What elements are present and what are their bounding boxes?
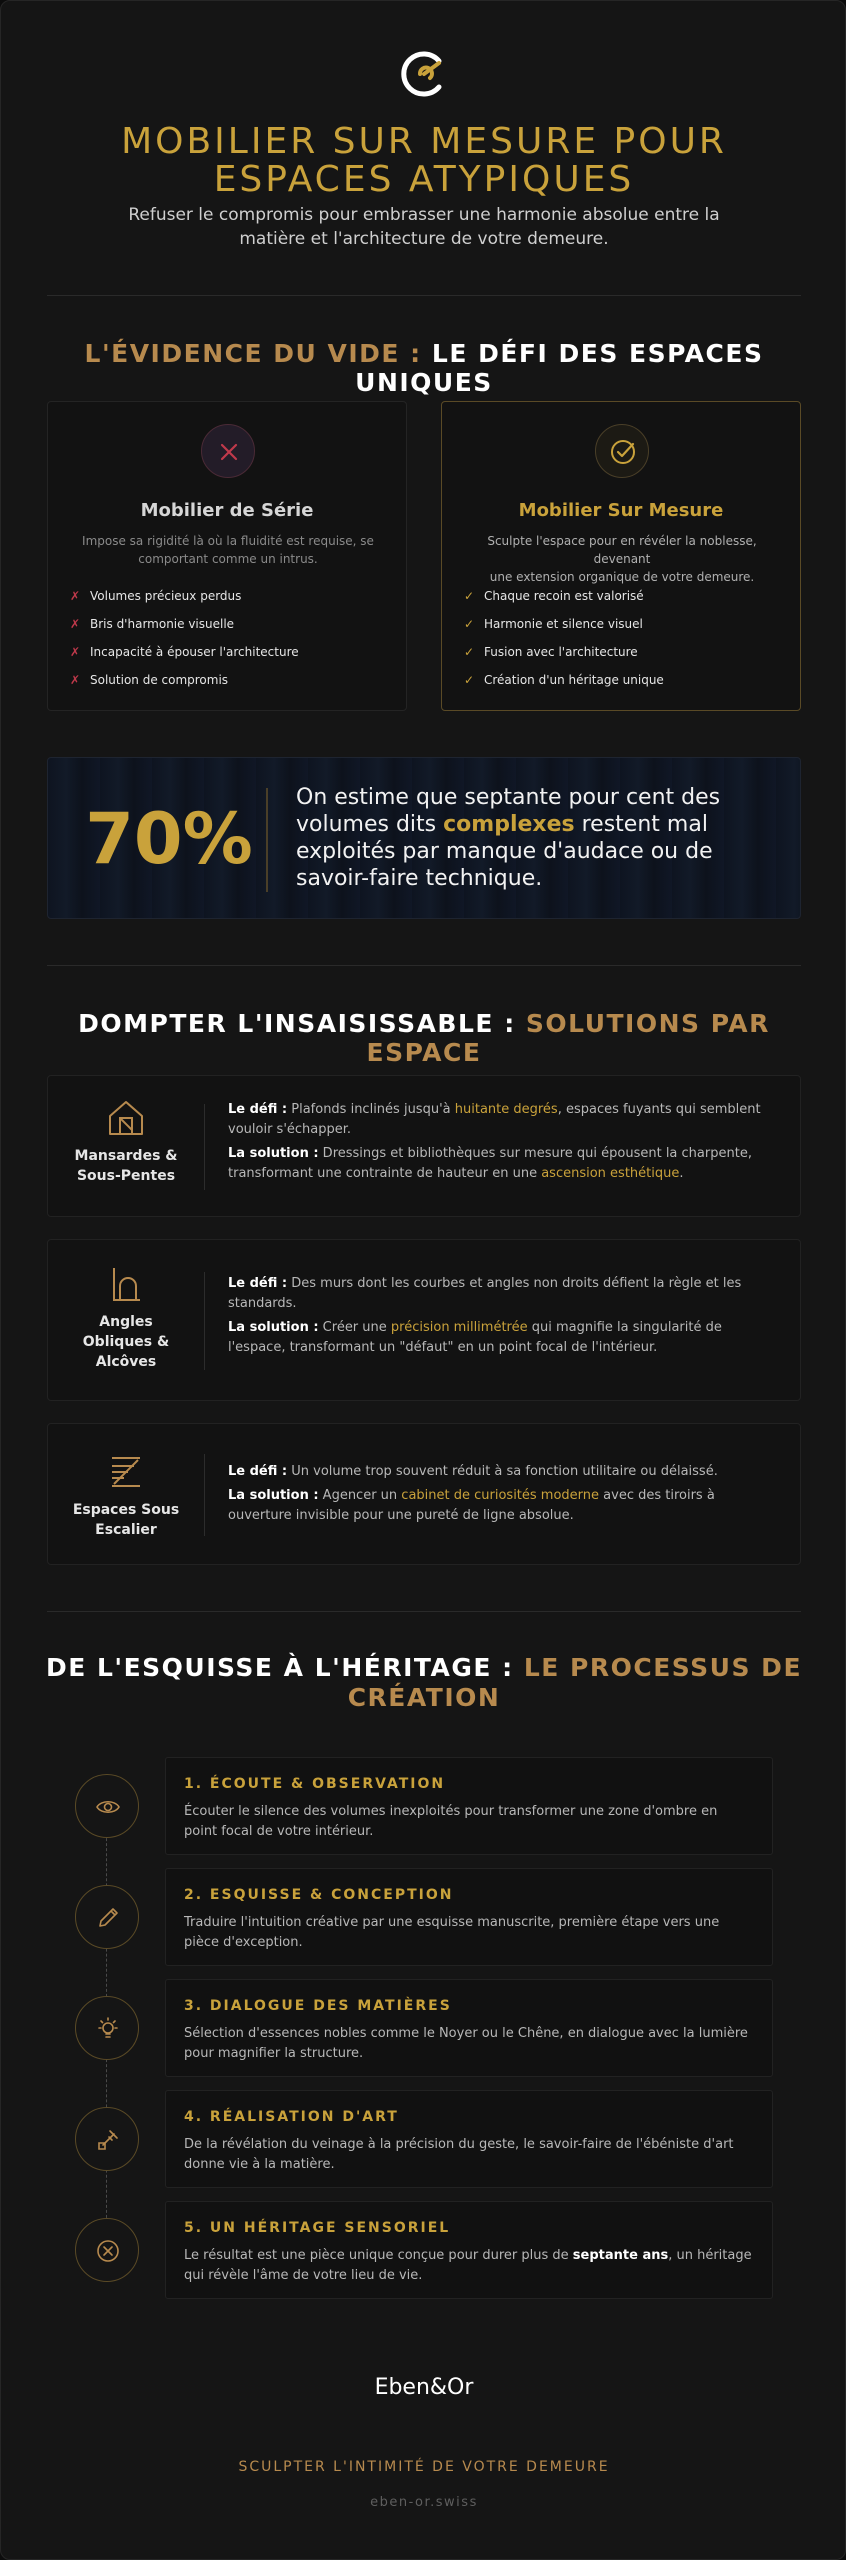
process-title-accent-line2: CRÉATION (347, 1683, 501, 1712)
defi-text-after: , espaces fuyants qui semblent vouloir s'échapper. (228, 1102, 761, 1137)
solution-text: Dressings et bibliothèques sur mesure qui épousent la charpente, transformant une contrainte de hauteur en une (228, 1146, 752, 1181)
list-item-label: Bris d'harmonie visuelle (90, 617, 235, 631)
step-card (165, 1868, 773, 1966)
solution-defi (228, 1274, 778, 1314)
check-mark-icon: ✓ (464, 673, 475, 687)
solution-card-angles (47, 1239, 801, 1401)
pencil-icon (96, 1906, 120, 1930)
solution-divider (204, 1454, 205, 1536)
solution-text: Agencer un (318, 1488, 402, 1503)
step-card (165, 2201, 773, 2299)
solution-solution (228, 1144, 778, 1184)
step-card (165, 1757, 773, 1855)
eben-or-logo-icon (399, 49, 449, 99)
defi-highlight: huitante degrés (454, 1102, 558, 1117)
page-title-line1: MOBILIER SUR MESURE POUR (121, 121, 727, 162)
solution-text-after: . (679, 1166, 684, 1181)
solution-label-line3: Alcôves (95, 1354, 157, 1370)
cross-circle-icon (201, 424, 255, 478)
step-title: 2. ESQUISSE & CONCEPTION (184, 1887, 454, 1903)
mesure-list (464, 582, 664, 694)
solution-body (228, 1462, 778, 1530)
check-mark-icon: ✓ (464, 617, 475, 631)
step-text: Écouter le silence des volumes inexploités pour transformer une zone d'ombre en point focal de votre intérieur. (184, 1804, 718, 1839)
solution-defi (228, 1462, 778, 1482)
solution-text: Créer une (318, 1320, 391, 1335)
cross-mark-icon: ✗ (70, 673, 81, 687)
solution-icon-block (48, 1264, 204, 1372)
check-circle-icon (595, 424, 649, 478)
solution-solution (228, 1486, 778, 1526)
stat-text-before: On estime que septante pour cent des volumes dits (296, 785, 721, 837)
solution-label-line1: Espaces Sous (72, 1502, 180, 1518)
card-mobilier-mesure (441, 401, 801, 711)
process-title-main: DE L'ESQUISSE À L'HÉRITAGE : (45, 1653, 524, 1682)
list-item-label: Fusion avec l'architecture (484, 645, 638, 659)
step-text: Traduire l'intuition créative par une esquisse manuscrite, première étape vers une pièce d'exception. (184, 1915, 720, 1950)
solution-label (48, 1146, 204, 1186)
stat-divider (266, 788, 268, 892)
list-item (70, 638, 299, 666)
card-serie-desc-line2: comportant comme un intrus. (138, 552, 318, 566)
stat-text-after: restent mal exploités par manque d'audace ou de savoir-faire technique. (296, 812, 713, 891)
step-circle (75, 2218, 139, 2282)
stat-banner (47, 757, 801, 919)
defi-text: Plafonds inclinés jusqu'à (287, 1102, 455, 1117)
solution-label-line1: Mansardes & (74, 1148, 178, 1164)
list-item-label: Création d'un héritage unique (484, 673, 664, 687)
list-item (70, 610, 299, 638)
solution-highlight: précision millimétrée (390, 1320, 528, 1335)
solution-card-escalier (47, 1423, 801, 1565)
list-item-label: Incapacité à épouser l'architecture (90, 645, 299, 659)
solution-label-line2: Sous-Pentes (76, 1168, 176, 1184)
page-title-line2: ESPACES ATYPIQUES (213, 159, 635, 200)
stat-text (296, 784, 766, 892)
step-title: 1. ÉCOUTE & OBSERVATION (184, 1776, 446, 1792)
list-item-label: Volumes précieux perdus (90, 589, 242, 603)
step-text: De la révélation du veinage à la précision du geste, le savoir-faire de l'ébéniste d'art donne vie à la matière. (184, 2137, 734, 2172)
step-circle (75, 2107, 139, 2171)
solution-label-bold: La solution : (228, 1146, 319, 1161)
cross-mark-icon: ✗ (70, 645, 81, 659)
card-serie-title: Mobilier de Série (140, 500, 314, 521)
list-item (464, 666, 664, 694)
stat-text-highlight: complexes (443, 812, 575, 837)
step-text-before: Le résultat est une pièce unique conçue pour durer plus de (184, 2248, 573, 2263)
solution-icon-block (48, 1098, 204, 1186)
defi-text: Des murs dont les courbes et angles non droits défient la règle et les standards. (228, 1276, 742, 1311)
check-mark-icon: ✓ (464, 645, 475, 659)
card-mesure-desc-line2: une extension organique de votre demeure. (489, 570, 755, 584)
footer-site-link[interactable]: eben-or.swiss (370, 2495, 478, 2510)
lead-line1: Refuser le compromis pour embrasser une harmonie absolue entre la (128, 205, 720, 225)
solution-divider (204, 1104, 205, 1190)
card-mesure-title: Mobilier Sur Mesure (518, 500, 724, 521)
defi-label: Le défi : (228, 1276, 288, 1291)
solutions-title (31, 1009, 817, 1067)
footer-tagline: SCULPTER L'INTIMITÉ DE VOTRE DEMEURE (238, 2459, 610, 2475)
step-text-after: , un héritage qui révèle l'âme de votre lieu de vie. (184, 2248, 752, 2283)
step-circle (75, 1885, 139, 1949)
step-title: 4. RÉALISATION D'ART (184, 2109, 399, 2125)
solutions-title-main: DOMPTER L'INSAISISSABLE : (78, 1009, 526, 1038)
page-lead (111, 203, 737, 251)
list-item (464, 582, 664, 610)
solution-label-bold: La solution : (228, 1320, 319, 1335)
challenge-title-main: LE DÉFI DES ESPACES UNIQUES (355, 339, 764, 397)
list-item-label: Harmonie et silence visuel (484, 617, 643, 631)
step-title: 3. DIALOGUE DES MATIÈRES (184, 1998, 452, 2014)
cross-mark-icon: ✗ (70, 617, 81, 631)
solution-highlight: cabinet de curiosités moderne (401, 1488, 600, 1503)
cross-mark-icon: ✗ (70, 589, 81, 603)
solutions-title-accent: SOLUTIONS PAR ESPACE (366, 1009, 770, 1067)
step-card (165, 1979, 773, 2077)
serie-list (70, 582, 299, 694)
step-text: Sélection d'essences nobles comme le Noyer ou le Chêne, en dialogue avec la lumière pour magnifier la structure. (184, 2026, 748, 2061)
solution-highlight: ascension esthétique (541, 1166, 680, 1181)
lightbulb-icon (96, 2017, 120, 2041)
list-item (464, 610, 664, 638)
solution-defi (228, 1100, 778, 1140)
solution-label-line2: Escalier (95, 1522, 157, 1538)
step-title: 5. UN HÉRITAGE SENSORIEL (184, 2220, 451, 2236)
hammer-icon (96, 2128, 120, 2152)
house-attic-icon (106, 1098, 146, 1138)
page-title (41, 123, 807, 199)
card-mesure-desc (472, 532, 772, 586)
divider (47, 295, 801, 296)
step-text-bold: septante ans (572, 2248, 669, 2263)
step-circle (75, 1996, 139, 2060)
step-circle (75, 1774, 139, 1838)
compass-icon (96, 2239, 120, 2263)
solution-card-mansardes (47, 1075, 801, 1217)
solution-label-bold: La solution : (228, 1488, 319, 1503)
challenge-title (31, 339, 817, 397)
card-serie-desc (78, 532, 378, 568)
step-text (184, 2246, 754, 2286)
eye-icon (96, 1795, 120, 1819)
solution-icon-block (48, 1452, 204, 1540)
step-card (165, 2090, 773, 2188)
list-item-label: Solution de compromis (90, 673, 229, 687)
defi-label: Le défi : (228, 1102, 288, 1117)
process-title (31, 1653, 817, 1713)
defi-text: Un volume trop souvent réduit à sa fonction utilitaire ou délaissé. (287, 1464, 718, 1479)
alcove-arch-icon (106, 1264, 146, 1304)
lead-line2: matière et l'architecture de votre demeure. (239, 229, 609, 249)
solution-label-line1: Angles (99, 1314, 153, 1330)
solution-body (228, 1274, 778, 1362)
card-mesure-desc-line1: Sculpte l'espace pour en révéler la noblesse, devenant (487, 534, 757, 566)
footer-brand: Eben&Or (374, 2375, 474, 2400)
card-serie-desc-line1: Impose sa rigidité là où la fluidité est requise, se (82, 534, 374, 548)
defi-label: Le défi : (228, 1464, 288, 1479)
solution-divider (204, 1272, 205, 1370)
solution-body (228, 1100, 778, 1188)
solution-solution (228, 1318, 778, 1358)
divider (47, 1611, 801, 1612)
solution-label-line2: Obliques & (82, 1334, 170, 1350)
card-mobilier-serie (47, 401, 407, 711)
process-title-accent-line1: LE PROCESSUS DE (523, 1653, 803, 1682)
solution-label (48, 1312, 204, 1372)
solution-label (48, 1500, 204, 1540)
staircase-icon (106, 1452, 146, 1492)
list-item (464, 638, 664, 666)
solution-text-after: qui magnifie la singularité de l'espace, transformant un "défaut" en un point focal de l'intérieur. (228, 1320, 722, 1355)
challenge-title-accent: L'ÉVIDENCE DU VIDE : (84, 339, 422, 368)
divider (47, 965, 801, 966)
list-item (70, 582, 299, 610)
solution-text-after: avec des tiroirs à ouverture invisible pour une pureté de ligne absolue. (228, 1488, 715, 1523)
list-item (70, 666, 299, 694)
stat-value: 70% (85, 798, 253, 880)
list-item-label: Chaque recoin est valorisé (484, 589, 644, 603)
check-mark-icon: ✓ (464, 589, 475, 603)
